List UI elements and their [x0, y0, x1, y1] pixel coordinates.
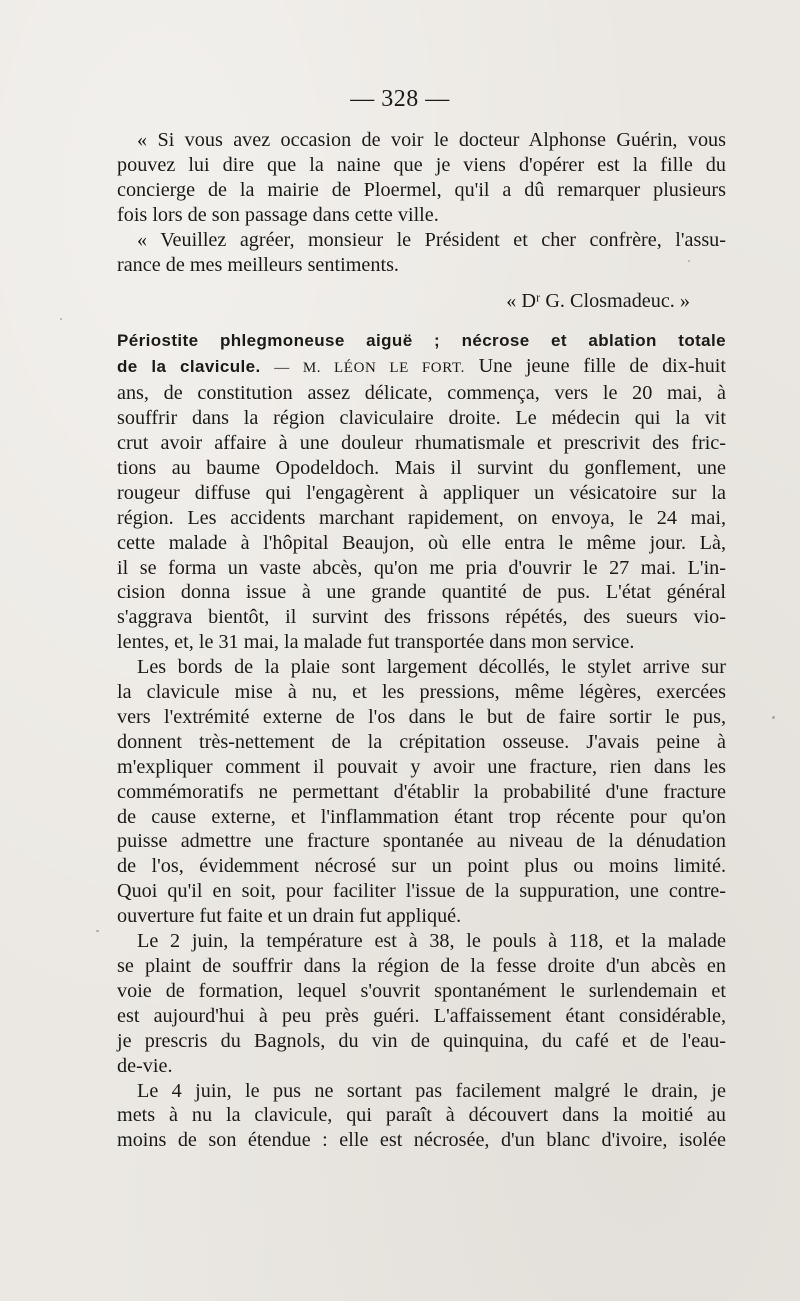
body-line: ouverture fut faite et un drain fut appliqué.: [117, 905, 462, 928]
page-number: — 328 —: [350, 86, 450, 112]
body-line: Le 4 juin, le pus ne sortant pas facilement malgré le drain, je: [137, 1079, 726, 1102]
body-line: donnent très-nettement de la crépitation osseuse. J'avais peine à: [117, 730, 726, 753]
article-heading-tail: Une jeune fille de dix-huit: [478, 355, 727, 378]
body-line: il se forma un vaste abcès, qu'on me pria d'ouvrir le 27 mai. L'in-: [117, 556, 726, 579]
letter-line: rance de mes meilleurs sentiments.: [117, 253, 399, 276]
body-line: s'aggrava bientôt, il survint des frissons répétés, des sueurs vio-: [117, 606, 726, 629]
body-line: m'expliquer comment il pouvait y avoir une fracture, rien dans les: [117, 755, 726, 778]
body-line: commémoratifs ne permettant d'établir la probabilité d'une fracture: [117, 780, 726, 803]
paper-speck: [60, 318, 62, 320]
body-line: la clavicule mise à nu, et les pressions, même légères, exercées: [117, 681, 726, 704]
body-line: crut avoir affaire à une douleur rhumatismale et prescrivit des fric-: [117, 431, 726, 454]
article-title-cont: de la clavicule.: [117, 357, 261, 377]
body-line: de cause externe, et l'inflammation étant trop récente pour qu'on: [117, 805, 726, 828]
paper-speck: [96, 930, 99, 932]
body-line: se plaint de souffrir dans la région de la fesse droite d'un abcès en: [117, 955, 726, 977]
article-title: Périostite phlegmoneuse aiguë ; nécrose et ablation totale: [117, 331, 726, 351]
body-line: Quoi qu'il en soit, pour faciliter l'issue de la suppuration, une contre-: [117, 880, 726, 903]
body-line: vers l'extrémité externe de l'os dans le but de faire sortir le pus,: [117, 705, 726, 728]
letter-line: pouvez lui dire que la naine que je viens d'opérer est la fille du: [117, 153, 726, 176]
letter-line: « Si vous avez occasion de voir le docteur Alphonse Guérin, vous: [137, 129, 726, 151]
body-line: Les bords de la plaie sont largement décollés, le stylet arrive sur: [137, 656, 726, 679]
page-text: [117, 128, 726, 1153]
paper-speck: [688, 260, 690, 262]
body-line: cette malade à l'hôpital Beaujon, où elle entra le même jour. Là,: [117, 531, 726, 554]
body-line: je prescris du Bagnols, du vin de quinquina, du café et de l'eau-: [117, 1029, 726, 1052]
body-line: est aujourd'hui à peu près guéri. L'affaissement étant considérable,: [117, 1004, 726, 1027]
paper-speck: [772, 716, 775, 719]
body-line: Le 2 juin, la température est à 38, le pouls à 118, et la malade: [137, 930, 726, 953]
letter-signature: « Dʳ G. Closmadeuc. »: [506, 290, 690, 313]
body-line: rougeur diffuse qui l'engagèrent à appliquer un vésicatoire sur la: [117, 481, 726, 504]
body-line: mets à nu la clavicule, qui paraît à découvert dans la moitié au: [117, 1104, 726, 1127]
body-line: voie de formation, lequel s'ouvrit spontanément le surlendemain et: [117, 979, 726, 1002]
body-line: de-vie.: [117, 1054, 173, 1077]
body-line: ans, de constitution assez délicate, commença, vers le 20 mai, à: [117, 382, 726, 405]
body-line: de l'os, évidemment nécrosé sur un point plus ou moins limité.: [117, 855, 726, 878]
article-heading-line: [117, 354, 726, 381]
article-author: — M. LÉON LE FORT.: [274, 360, 465, 377]
body-line: région. Les accidents marchant rapidement, on envoya, le 24 mai,: [117, 506, 726, 529]
letter-line: fois lors de son passage dans cette ville.: [117, 203, 439, 226]
body-line: tions au baume Opodeldoch. Mais il survint du gonflement, une: [117, 456, 726, 479]
body-line: cision donna issue à une grande quantité de pus. L'état général: [117, 581, 726, 604]
article-title-line: [117, 328, 726, 354]
letter-line: « Veuillez agréer, monsieur le Président et cher confrère, l'assu-: [137, 228, 726, 251]
body-line: moins de son étendue : elle est nécrosée, d'un blanc d'ivoire, isolée: [117, 1129, 726, 1152]
letter-line: concierge de la mairie de Ploermel, qu'il a dû remarquer plusieurs: [117, 178, 726, 201]
body-line: souffrir dans la région claviculaire droite. Le médecin qui la vit: [117, 407, 726, 430]
body-line: lentes, et, le 31 mai, la malade fut transportée dans mon service.: [117, 631, 635, 654]
body-line: puisse admettre une fracture spontanée au niveau de la dénudation: [117, 830, 726, 853]
